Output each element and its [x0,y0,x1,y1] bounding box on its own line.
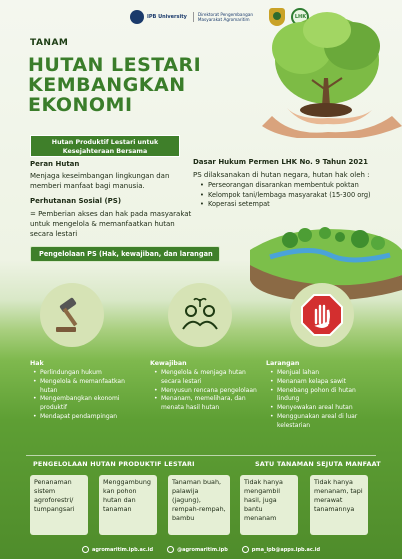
footer-web[interactable] [82,546,153,553]
title-line-1: HUTAN LESTARI [28,54,202,76]
perhutanan-sosial-text: = Pemberian akses dan hak pada masyarakat untuk mengelola & memanfaatkan hutan secara lestari [30,210,192,238]
list-item: • Menebang pohon di hutan lindung [270,387,380,405]
globe-icon [82,546,89,553]
perhutanan-sosial-label: Perhutanan Sosial (PS) [30,197,122,205]
instagram-icon [167,546,174,553]
lppm-logo-text: Direktorat Pengembangan Masyarakat Agromaritim [193,12,263,22]
footer-web-text: agromaritim.ipb.ac.id [91,546,154,553]
stop-hand-icon [299,292,345,338]
list-item: • Menyusun rencana pengelolaan [154,387,262,396]
footer-email-text: pma_ipb@apps.ipb.ac.id [251,546,321,553]
stop-circle [290,283,354,347]
peran-hutan-label: Peran Hutan [30,160,80,168]
peran-hutan-text: Menjaga keseimbangan lingkungan dan memberi manfaat bagi manusia. [30,172,170,190]
gavel-circle [40,283,104,347]
kewajiban-title: Kewajiban [150,360,187,367]
teamwork-icon [178,293,222,337]
dasar-hukum-label: Dasar Hukum Permen LHK No. 9 Tahun 2021 [193,158,369,166]
kicker: TANAM [30,38,69,48]
list-item: • Menjual lahan [270,369,380,378]
gavel-icon [50,293,94,337]
kewajiban-list [154,369,262,413]
ipb-logo-text: IPB University [147,14,187,20]
management-card: Penanaman sistem agroforestri/ tumpangsari [30,475,88,535]
list-item: • Menanam, memelihara, dan menata hasil hutan [154,395,262,413]
list-item: • Menyewakan areal hutan [270,404,380,413]
klhk-logo-icon: LHK [291,8,309,26]
teamwork-circle [168,283,232,347]
section-band-title: Hutan Produktif Lestari untuk Kesejahteraan Bersama [30,135,180,157]
footer-ig-text: @agromaritim.ipb [177,546,228,553]
footer [0,540,402,559]
management-card: Menggambung kan pohon hutan dan tanaman [99,475,157,535]
list-item: • Mendapat pendampingan [33,413,143,422]
email-icon [242,546,249,553]
benefit-card: Tidak hanya menanam, tapi merawat tanamannya [310,475,368,535]
title-line-3: EKONOMI [28,94,133,116]
pengelolaan-heading: PENGELOLAAN HUTAN PRODUKTIF LESTARI [33,460,195,468]
list-item: • Mengelola & menjaga hutan secara lestari [154,369,262,387]
dasar-hukum-text: PS dilaksanakan di hutan negara, hutan hak oleh : [193,171,370,179]
list-item: • Menanam kelapa sawit [270,378,380,387]
larangan-title: Larangan [266,360,300,367]
list-item: • Perseorangan disarankan membentuk poktan [200,181,390,191]
divider [26,455,376,456]
hak-title: Hak [30,360,44,367]
tree-in-hands-illustration [232,8,402,138]
ipb-logo [130,10,187,24]
list-item: • Perlindungan hukum [33,369,143,378]
list-item: • Kelompok tani/lembaga masyarakat (15-300 org) [200,191,390,201]
benefit-card: Tidak hanya mengambil hasil, juga bantu menanam [240,475,298,535]
management-card: Tanaman buah, palawija (jagung), rempah-rempah, bambu [168,475,230,535]
footer-email[interactable] [242,546,320,553]
list-item: • Koperasi setempat [200,200,390,210]
pengelolaan-ps-pill: Pengelolaan PS (Hak, kewajiban, dan larangan [30,246,220,262]
list-item: • Mengembangkan ekonomi produktif [33,395,143,413]
footer-instagram[interactable] [167,546,228,553]
satu-tanaman-heading: SATU TANAMAN SEJUTA MANFAAT [255,460,381,468]
larangan-list [270,369,380,431]
list-item: • Menggunakan areal di luar kelestarian [270,413,380,431]
title-line-2: KEMBANGKAN [28,74,186,96]
list-item: • Mengelola & memanfaatkan hutan [33,378,143,396]
hak-list [33,369,143,422]
ipb-emblem-icon [130,10,144,24]
